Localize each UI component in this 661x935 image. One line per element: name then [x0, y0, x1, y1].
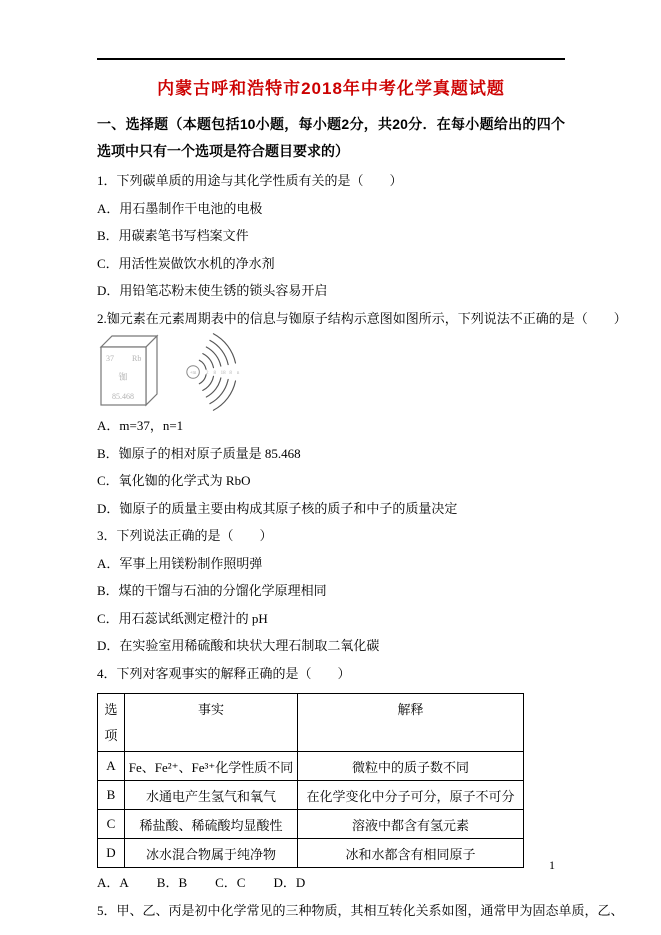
q3-option-d: D．在实验室用稀硫酸和块状大理石制取二氧化碳 [97, 638, 380, 653]
q5-stem: 5．甲、乙、丙是初中化学常见的三种物质，其相互转化关系如图，通常甲为固态单质，乙、 [97, 903, 624, 918]
col-header-explanation: 解释 [298, 694, 524, 752]
q3-option-c: C．用石蕊试纸测定橙汁的 pH [97, 610, 268, 626]
q4-answer-a: A．A [97, 875, 129, 890]
q2-option-b: B．铷原子的相对原子质量是 85.468 [97, 445, 301, 461]
q1-option-d: D．用铅笔芯粉末使生锈的锁头容易开启 [97, 283, 328, 298]
element-atomic-number: 37 [106, 354, 114, 363]
table-row [98, 810, 524, 839]
q4-answer-d: D．D [273, 875, 306, 890]
q3-option-a: A．军事上用镁粉制作照明弹 [97, 555, 263, 571]
element-name: 铷 [118, 372, 128, 382]
q2-option-c: C．氧化铷的化学式为 RbO [97, 473, 251, 488]
q2-stem: 2.铷元素在元素周期表中的信息与铷原子结构示意图如图所示，下列说法不正确的是（ ） [97, 310, 627, 326]
row-c-fact: 稀盐酸、稀硫酸均显酸性 [125, 810, 298, 839]
header-rule [97, 58, 565, 60]
q3-option-b: B．煤的干馏与石油的分馏化学原理相同 [97, 583, 327, 598]
page-title: 内蒙古呼和浩特市2018年中考化学真题试题 [157, 79, 505, 98]
q4-answer-choices [97, 868, 565, 897]
row-c-explanation: 溶液中都含有氢元素 [298, 810, 524, 839]
row-d-explanation: 冰和水都含有相同原子 [298, 839, 524, 868]
atom-structure-figure [171, 332, 276, 412]
row-b-explanation: 在化学变化中分子可分，原子不可分 [298, 781, 524, 810]
element-atomic-mass: 85.468 [112, 392, 134, 401]
row-b-fact: 水通电产生氢气和氧气 [125, 781, 298, 810]
table-header-row [98, 694, 524, 752]
q2-figure [97, 332, 565, 412]
q1-option-c: C．用活性炭做饮水机的净水剂 [97, 255, 275, 271]
q2-option-d: D．铷原子的质量主要由构成其原子核的质子和中子的质量决定 [97, 500, 458, 516]
col-header-option: 选项 [98, 694, 125, 752]
q1-stem: 1．下列碳单质的用途与其化学性质有关的是（ ） [97, 173, 403, 188]
table-row [98, 752, 524, 781]
table-row [98, 839, 524, 868]
element-symbol: Rb [132, 354, 142, 363]
row-d-option: D [98, 839, 125, 868]
row-a-explanation: 微粒中的质子数不同 [298, 752, 524, 781]
row-a-fact: Fe、Fe²⁺、Fe³⁺化学性质不同 [125, 752, 298, 781]
q1-option-b: B．用碳素笔书写档案文件 [97, 228, 249, 243]
shell-2-label: 8 [213, 371, 216, 377]
q3-stem: 3．下列说法正确的是（ ） [97, 528, 273, 543]
q4-table [97, 693, 524, 868]
section-heading: 一、选择题（本题包括10小题，每小题2分，共20分．在每小题给出的四个选项中只有一个选项是符合题目要求的） [97, 116, 565, 159]
q2-option-a: A．m=37，n=1 [97, 418, 184, 433]
page-number: 1 [549, 858, 555, 872]
q4-answer-c: C．C [215, 875, 246, 890]
shell-3-label: 18 [220, 371, 226, 377]
row-a-option: A [98, 752, 125, 781]
row-d-fact: 冰水混合物属于纯净物 [125, 839, 298, 868]
page-content [0, 58, 661, 925]
table-row [98, 781, 524, 810]
shell-4-label: 8 [229, 371, 232, 377]
row-c-option: C [98, 810, 125, 839]
col-header-fact: 事实 [125, 694, 298, 752]
q1-option-a: A．用石墨制作干电池的电极 [97, 200, 263, 216]
row-b-option: B [98, 781, 125, 810]
shell-5-label: n [236, 371, 240, 377]
q4-answer-b: B．B [156, 875, 188, 890]
element-cell-figure [97, 333, 163, 411]
q4-stem: 4．下列对客观事实的解释正确的是（ ） [97, 665, 351, 681]
shell-1-label: 2 [206, 371, 209, 377]
nucleus-charge-label: +m [189, 371, 197, 377]
